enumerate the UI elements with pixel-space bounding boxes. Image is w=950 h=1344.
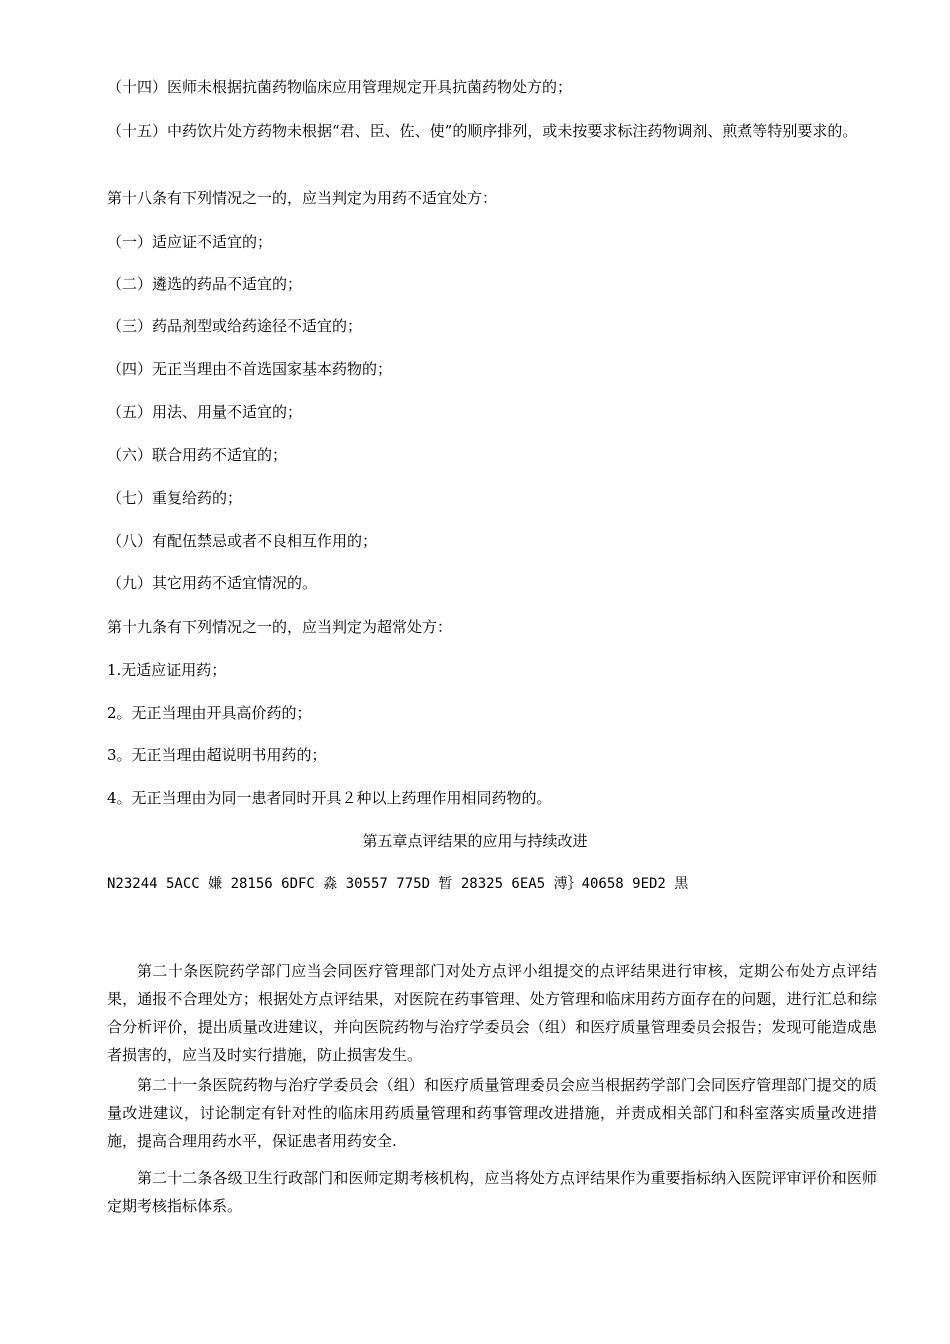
garbled-line: N23244 5ACC 嫌 28156 6DFC 淼 30557 775D 暂 28325 6EA5 溥｝40658 9ED2 黒 (107, 876, 689, 892)
article-18-item-6: （六）联合用药不适宜的； (107, 446, 288, 464)
article-19-heading: 第十九条有下列情况之一的，应当判定为超常处方： (107, 618, 453, 636)
article-18-heading: 第十八条有下列情况之一的，应当判定为用药不适宜处方： (107, 189, 498, 207)
article-18-item-1: （一）适应证不适宜的； (107, 233, 273, 251)
item-15: （十五）中药饮片处方药物未根据“君、臣、佐、使”的顺序排列，或未按要求标注药物调剂、煎煮等特别要求的。 (107, 122, 858, 140)
article-18-item-2: （二）遴选的药品不适宜的； (107, 275, 303, 293)
article-22: 第二十二条各级卫生行政部门和医师定期考核机构，应当将处方点评结果作为重要指标纳入医院评审评价和医师定期考核指标体系。 (107, 1169, 877, 1215)
article-18-item-3: （三）药品剂型或给药途径不适宜的； (107, 317, 363, 335)
item-14: （十四）医师未根据抗菌药物临床应用管理规定开具抗菌药物处方的； (107, 78, 573, 96)
article-21: 第二十一条医院药物与治疗学委员会（组）和医疗质量管理委员会应当根据药学部门会同医疗管理部门提交的质量改进建议，讨论制定有针对性的临床用药质量管理和药事管理改进措施，并责成相关部门和科室落实质量改进措施，提高合理用药水平，保证患者用药安全. (107, 1076, 877, 1150)
article-18-item-4: （四）无正当理由不首选国家基本药物的； (107, 360, 393, 378)
article-19-item-3: 3。无正当理由超说明书用药的； (107, 746, 327, 764)
article-18-item-9: （九）其它用药不适宜情况的。 (107, 574, 318, 592)
article-20: 第二十条医院药学部门应当会同医疗管理部门对处方点评小组提交的点评结果进行审核，定期公布处方点评结果，通报不合理处方；根据处方点评结果，对医院在药事管理、处方管理和临床用药方面存在的问题，进行汇总和综合分析评价，提出质量改进建议，并向医院药物与治疗学委员会（组）和医疗质量管理委员会报告；发现可能造成患者损害的，应当及时实行措施，防止损害发生。 (107, 962, 877, 1064)
article-18-item-8: （八）有配伍禁忌或者不良相互作用的； (107, 532, 378, 550)
article-18-item-7: （七）重复给药的； (107, 489, 243, 507)
article-18-item-5: （五）用法、用量不适宜的； (107, 403, 303, 421)
article-19-item-4: 4。无正当理由为同一患者同时开具２种以上药理作用相同药物的。 (107, 789, 552, 807)
article-19-item-1: 1.无适应证用药； (107, 661, 227, 679)
article-19-item-2: 2。无正当理由开具高价药的； (107, 704, 312, 722)
chapter-5-title: 第五章点评结果的应用与持续改进 (362, 832, 588, 850)
